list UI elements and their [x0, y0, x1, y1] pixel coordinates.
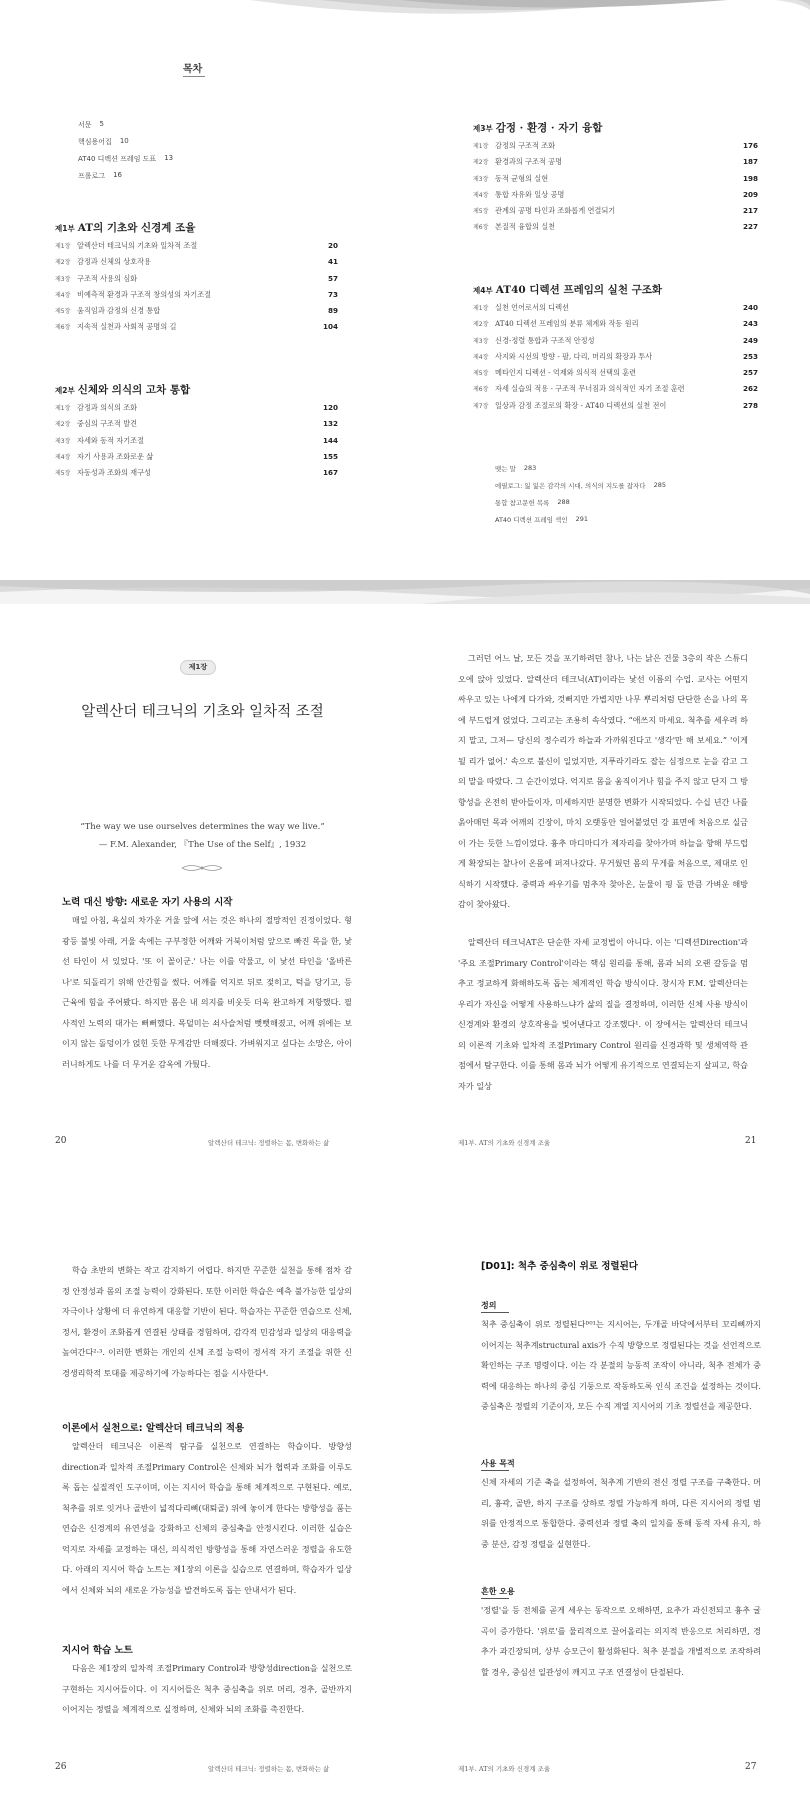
direction-entry-title: [D01]: 척추 중심축이 위로 정렬된다	[481, 1261, 638, 1272]
toc-chapter-row[interactable]	[473, 206, 758, 222]
front-matter-item[interactable]	[78, 120, 173, 137]
chapter-number: 제6장	[473, 224, 489, 232]
chapter-title-text: 감정과 신체의 상호작용	[77, 257, 152, 267]
chapter-number: 제5장	[473, 370, 489, 378]
chapter-number: 제4장	[473, 353, 489, 361]
running-header: 제1부. AT의 기초와 신경계 조율	[458, 1765, 551, 1773]
chapter-number: 제2장	[473, 159, 489, 167]
chapter-right-page	[405, 580, 810, 1168]
chapter-title-text: 사지와 시선의 방향 - 팔, 다리, 머리의 확장과 투사	[495, 351, 653, 361]
section-heading: 지시어 학습 노트	[62, 1645, 133, 1656]
chapter-number: 제6장	[473, 386, 489, 394]
matter-page-number: 16	[113, 171, 122, 179]
part-heading: 제3부 감정 · 환경 · 자기 융합	[473, 122, 603, 134]
part-heading: 제4부 AT40 디렉션 프레임의 실천 구조화	[473, 284, 663, 296]
chapter-title-text: 일상과 감정 조절로의 확장 - AT40 디렉션의 실천 전이	[495, 400, 667, 410]
matter-label: 맺는 말	[495, 465, 516, 473]
toc-title-rule	[183, 76, 205, 77]
chapter-page-number: 57	[327, 273, 338, 283]
chapter-page-number: 167	[322, 468, 338, 478]
matter-label: AT40 디렉션 프레임 도표	[78, 155, 157, 163]
label-underline	[481, 1470, 509, 1471]
ornament-icon	[180, 863, 224, 873]
chapter-page-number: 243	[742, 319, 758, 329]
chapter-number: 제3장	[473, 175, 489, 183]
matter-page-number: 285	[653, 481, 667, 489]
matter-label: 에필로그: 잃 잃은 감각의 시대, 의식의 지도를 잡자다	[495, 482, 646, 490]
chapter-page-number: 227	[742, 222, 758, 232]
chapter-page-number: 249	[742, 335, 758, 345]
common-mistake-label: 흔한 오용	[481, 1587, 515, 1596]
chapter-title-text: 관계의 공명 타인과 조화롭게 연결되기	[495, 206, 616, 216]
chapter-title-text: 자세와 동적 자기조절	[77, 435, 145, 445]
front-matter-item[interactable]	[78, 171, 173, 188]
toc-spread	[0, 0, 810, 580]
matter-page-number: 10	[119, 137, 129, 145]
back-matter-item[interactable]	[495, 464, 666, 481]
chapter-page-number: 240	[742, 303, 758, 312]
chapter-title-text: 통합 자유와 일상 공명	[495, 189, 565, 199]
running-header: 알렉산더 테크닉: 정렬하는 몸, 변화하는 삶	[208, 1139, 330, 1147]
part-heading: 제2부 신체와 의식의 고차 통합	[55, 384, 191, 396]
chapter-spread	[0, 580, 810, 1168]
chapter-number: 제5장	[55, 470, 71, 478]
toc-chapter-row[interactable]	[55, 257, 338, 273]
definition-label: 정의	[481, 1301, 497, 1310]
chapter-title: 알렉산더 테크닉의 기초와 일차적 조절	[81, 704, 324, 720]
chapter-page-number: 262	[742, 384, 758, 394]
chapter-number: 제7장	[473, 402, 489, 410]
front-matter-item[interactable]	[78, 137, 173, 154]
chapter-page-number: 41	[327, 257, 338, 267]
chapter-title-text: 움직임과 감정의 신경 통합	[77, 306, 161, 316]
purpose-label: 사용 목적	[481, 1459, 515, 1468]
matter-label: AT40 디렉션 프레임 색인	[495, 516, 568, 524]
toc-part-4	[473, 282, 758, 417]
chapter-badge: 제1장	[180, 660, 216, 675]
toc-chapter-row[interactable]	[473, 174, 758, 190]
toc-part-3	[473, 120, 758, 239]
chapter-page-number: 155	[322, 451, 338, 461]
chapter-page-number: 217	[742, 206, 758, 216]
chapter-page-number: 257	[742, 368, 758, 378]
chapter-number: 제2장	[473, 321, 489, 329]
chapter-number: 제1장	[55, 243, 71, 250]
chapter-page-number: 73	[327, 289, 338, 299]
chapter-title-text: 비예측적 환경과 구조적 창의성의 자기조절	[77, 289, 212, 299]
body-paragraph: 알렉산더 테크닉AT은 단순한 자세 교정법이 아니다. 이는 '디렉션Direction'과 '주요 조절Primary Control'이라는 핵심 원리를 통해, 몸과 뇌의 오랜 갈등을 멈추고 정교하게 화해하도록 돕는 체계적인 학습 방식이다. 창시자 F.M. 알렉산더는 우리가 자신을 어떻게 사용하느냐가 삶의 질을 결정하며, 이러한 신체 사용 방식이 신경계와 환경의 상호작용을 빚어낸다고 강조했다¹. 이 장에서는 알렉산더 테크닉의 이론적 기초와 일차적 조절Primary Control 원리를 신경과학 및 생체역학 관점에서 탐구한다. 이를 통해 몸과 뇌가 어떻게 유기적으로 연결되는지 살피고, 학습자가 일상	[458, 937, 748, 1091]
chapter-page-number: 278	[742, 400, 758, 410]
toc-chapter-row[interactable]	[473, 336, 758, 352]
toc-chapter-row[interactable]	[55, 306, 338, 322]
chapter-page-number: 120	[322, 403, 338, 412]
matter-page-number: 283	[523, 464, 537, 472]
chapter-title-text: 감정의 구조적 조화	[495, 141, 556, 150]
body-paragraph: 학습 초반의 변화는 작고 감지하기 어렵다. 하지만 꾸준한 실천을 통해 점차 감정 안정성과 몸의 조절 능력이 강화된다. 또한 이러한 학습은 예측 불가능한 일상의 자극이나 상황에 더 유연하게 대응할 기반이 된다. 학습자는 꾸준한 연습으로 신체, 정서, 환경이 조화롭게 연결된 상태를 경험하며, 감각적 민감성과 일상의 대응력을 높여간다²·³. 이러한 변화는 개인의 신체 조절 능력이 정서적 자기 조절을 위한 신경생리학적 토대를 제공하기에 가능하다는 점을 시사한다⁴.	[62, 1265, 352, 1378]
chapter-number: 제4장	[473, 191, 489, 199]
toc-part-2	[55, 382, 338, 484]
chapter-number: 제3장	[55, 437, 71, 445]
chapter-title-text: 신경-정렬 통합과 구조적 안정성	[495, 335, 595, 345]
page-number: 20	[55, 1136, 67, 1146]
chapter-page-number: 198	[742, 173, 758, 183]
chapter-left-page	[0, 580, 405, 1168]
page-number: 21	[745, 1136, 757, 1146]
chapter-page-number: 176	[742, 141, 758, 150]
chapter-number: 제4장	[55, 291, 71, 299]
body-paragraph: 알렉산더 테크닉은 이론적 탐구를 실천으로 연결하는 학습이다. 방향성direction과 일차적 조절Primary Control은 신체와 뇌가 협력과 조화를 이루도록 돕는 실질적인 도구이며, 이는 지시어 학습을 통해 체계적으로 구현된다. 예로, 척추를 위로 잇거나 골반이 넓적다리뼈(대퇴골) 위에 놓이게 한다는 방향성을 품는 연습은 신경계의 유연성을 강화하고 신체의 중심축을 안정시킨다. 이러한 실습은 억지로 자세를 교정하는 대신, 의식적인 방향성을 통해 자연스러운 정렬을 유도한다. 아래의 지시어 학습 노트는 제1장의 이론을 실습으로 연결하며, 학습자가 일상에서 신체와 뇌의 새로운 가능성을 발견하도록 돕는 안내서가 된다.	[62, 1441, 352, 1595]
chapter-title-text: 지속적 실천과 사회적 공명의 길	[77, 322, 177, 332]
toc-chapter-row[interactable]	[55, 322, 338, 338]
toc-chapter-row[interactable]	[473, 319, 758, 335]
chapter-title-text: AT40 디렉션 프레임의 분류 체계와 작동 원리	[495, 319, 639, 329]
chapter-title-text: 감정과 의식의 조화	[77, 403, 138, 412]
purpose-text: 신체 자세의 기준 축을 설정하여, 척추계 기반의 전신 정렬 구조를 구축한다. 머리, 흉곽, 골반, 하지 구조를 상하로 정렬 가능하게 하며, 다른 지시어의 정렬 범위를 안정적으로 통합한다. 중력선과 정렬 축의 일치를 통해 동적 자세 유지, 하중 분산, 감정 정렬을 실현한다.	[481, 1477, 761, 1549]
chapter-page-number: 209	[742, 189, 758, 199]
chapter-number: 제5장	[473, 208, 489, 216]
chapter-title-text: 메타인지 디렉션 - 억제와 의식적 선택의 훈련	[495, 368, 637, 378]
toc-chapter-row[interactable]	[473, 222, 758, 238]
chapter-title-text: 실천 언어로서의 디렉션	[495, 303, 570, 312]
section-heading: 이론에서 실천으로: 알렉산더 테크닉의 적용	[62, 1423, 245, 1434]
back-matter-item[interactable]	[495, 498, 666, 515]
toc-chapter-row[interactable]	[55, 436, 338, 452]
chapter-number: 제2장	[55, 421, 71, 429]
toc-left-page	[0, 0, 405, 580]
toc-chapter-row[interactable]	[473, 190, 758, 206]
chapter-title-text: 중심의 구조적 발견	[77, 419, 138, 429]
body-paragraph: 다음은 제1장의 일차적 조절Primary Control과 방향성direction을 실천으로 구현하는 지시어들이다. 이 지시어들은 척추 중심축을 위로 머리, 경추, 골반까지 이어지는 정렬을 체계적으로 실정하며, 신체와 뇌의 조화를 촉진한다.	[62, 1663, 352, 1714]
matter-page-number: 13	[164, 154, 174, 162]
body-paragraph: 매일 아침, 욕실의 차가운 거울 앞에 서는 것은 하나의 절망적인 진정이었다. 형광등 불빛 아래, 거울 속에는 구부정한 어깨와 거북이처럼 앞으로 빠진 목을 한, 낯선 타인이 서 있었다. '또 이 꼴이군.' 나는 이를 악물고, 이 낯선 타인을 '올바른 나'로 되돌리기 위해 안간힘을 썼다. 어깨를 억지로 뒤로 젖히고, 턱을 당기고, 등 근육에 힘을 주어봤다. 하지만 몸은 내 의지를 비웃듯 더욱 완고하게 저항했다. 필사적인 노력의 대가는 뻐뻐했다. 목덜미는 쇠사슬처럼 뻣뻣해졌고, 어깨 위에는 보이지 않는 돌덩이가 얹힌 듯한 무게감만 더해졌다. 가벼워지고 싶다는 소망은, 아이러니하게도 나를 더 무거운 감옥에 가뒀다.	[62, 915, 352, 1069]
back-matter-item[interactable]	[495, 515, 666, 532]
chapter-number: 제3장	[55, 275, 71, 283]
back-matter-list	[495, 464, 666, 532]
toc-chapter-row[interactable]	[473, 303, 758, 319]
chapter-title-text: 동적 균형의 실현	[495, 173, 549, 183]
practice-left-page	[0, 1168, 405, 1797]
page-number: 26	[55, 1762, 67, 1772]
running-header: 제1부. AT의 기초와 신경계 조율	[458, 1139, 551, 1147]
chapter-page-number: 20	[327, 241, 338, 250]
body-paragraph: 그러던 어느 날, 모든 것을 포기하려던 참나, 나는 낡은 건물 3층의 작은 스튜디오에 앉아 있었다. 알렉산더 테크닉(AT)이라는 낯선 이름의 수업. 교사는 어떤지 싸우고 있는 나에게 다가와, 것뻐지만 가볍지만 나무 뿌리처럼 단단한 손을 나의 목에 부드럽게 얹었다. 그리고는 조용히 속삭였다. “애쓰지 마세요. 척추를 세우려 하지 말고, 그저— 당신의 정수리가 하늘과 가까워진다고 '생각'만 해 보세요.” '이게 될 리가 없어.' 속으로 불신이 일었지만, 지푸라기라도 잡는 심정으로 눈을 감고 그의 말을 따랐다. 그 순간이었다. 억지로 몸을 움직이거나 힘을 주지 않고 단지 그 방향성을 온전히 받아들이자, 미세하지만 분명한 변화가 시작되었다. 수십 년간 나를 옭아매던 목과 어깨의 긴장이, 마치 오랫동안 얼어붙었던 강 표면에 처음으로 실금이 가는 듯한 느낌이었다. 흉추 마디마디가 제자리를 찾아가며 하늘을 향해 부드럽게 확장되는 찰나이 온몸에 퍼져나갔다. 무거웠던 몸의 무게를 처음으로, 제대로 인식하기 시작했다. 중력과 싸우기를 멈추자 찾아온, 눈물이 핑 돌 만큼 가벼운 해방감이 찾아왔다.	[458, 653, 748, 909]
chapter-number: 제3장	[473, 337, 489, 345]
chapter-title-text: 자기 사용과 조화로운 삶	[77, 451, 154, 461]
common-mistake-text: '정렬'을 등 전체를 곧게 세우는 동작으로 오해하면, 요추가 과신전되고 흉추 굴곡이 증가한다. '위로'를 물리적으로 끌어올리는 의지적 반응으로 처리하면, 경추가 과긴장되며, 상부 승모근이 활성화된다. 척추 분절을 개별적으로 조작하려 할 경우, 중심선 일관성이 깨지고 구조 연결성이 단절된다.	[481, 1605, 761, 1677]
toc-chapter-row[interactable]	[473, 401, 758, 417]
chapter-number: 제1장	[55, 405, 71, 412]
practice-spread	[0, 1168, 810, 1797]
chapter-number: 제1장	[473, 143, 489, 150]
label-underline	[481, 1312, 509, 1313]
matter-label: 통합 참고문헌 목록	[495, 499, 550, 507]
chapter-page-number: 253	[742, 351, 758, 361]
chapter-title-text: 환경과의 구조적 공명	[495, 157, 563, 167]
matter-label: 핵심용어집	[78, 138, 112, 146]
chapter-page-number: 132	[322, 419, 338, 429]
chapter-page-number: 144	[322, 435, 338, 445]
practice-right-page	[405, 1168, 810, 1797]
chapter-title-text: 구조적 사용의 심화	[77, 273, 138, 283]
matter-label: 서문	[78, 121, 92, 129]
chapter-title-text: 자세 실습의 적용 - 구조적 무너짐과 의식적인 자기 조절 훈련	[495, 384, 685, 394]
back-matter-item[interactable]	[495, 481, 666, 498]
running-header: 알렉산더 테크닉: 정렬하는 몸, 변화하는 삶	[208, 1765, 330, 1773]
part-heading: 제1부 AT의 기초와 신경계 조율	[55, 222, 196, 234]
toc-part-1	[55, 220, 338, 339]
toc-chapter-row[interactable]	[473, 384, 758, 400]
toc-chapter-row[interactable]	[55, 290, 338, 306]
chapter-number: 제6장	[55, 324, 71, 332]
matter-page-number: 5	[99, 120, 104, 128]
matter-page-number: 288	[557, 498, 570, 506]
toc-chapter-row[interactable]	[55, 468, 338, 484]
chapter-page-number: 104	[322, 322, 338, 332]
chapter-title-text: 알렉산더 테크닉의 기초와 일차적 조절	[77, 241, 198, 250]
chapter-number: 제1장	[473, 305, 489, 312]
section-heading: 노력 대신 방향: 새로운 자기 사용의 시작	[62, 897, 233, 908]
toc-chapter-row[interactable]	[55, 419, 338, 435]
matter-page-number: 291	[575, 515, 589, 523]
chapter-number: 제5장	[55, 308, 71, 316]
front-matter-list	[78, 120, 173, 188]
epigraph: “The way we use ourselves determines the way we live.” — F.M. Alexander, 『The Use of the Self』, 1932	[80, 822, 325, 850]
toc-chapter-row[interactable]	[473, 141, 758, 157]
chapter-title-text: 자동성과 조화의 재구성	[77, 468, 152, 478]
chapter-page-number: 89	[327, 306, 338, 316]
chapter-title-text: 본질적 융합의 실천	[495, 222, 556, 232]
chapter-number: 제2장	[55, 259, 71, 267]
front-matter-item[interactable]	[78, 154, 173, 171]
toc-chapter-row[interactable]	[473, 157, 758, 173]
toc-chapter-row[interactable]	[473, 352, 758, 368]
toc-chapter-row[interactable]	[55, 403, 338, 419]
toc-title: 목차	[183, 64, 203, 75]
toc-chapter-row[interactable]	[55, 452, 338, 468]
chapter-number: 제4장	[55, 453, 71, 461]
toc-chapter-row[interactable]	[55, 274, 338, 290]
toc-chapter-row[interactable]	[473, 368, 758, 384]
toc-chapter-row[interactable]	[55, 241, 338, 257]
page-number: 27	[745, 1762, 757, 1772]
label-underline	[481, 1598, 509, 1599]
definition-text: 척추 중심축이 위로 정렬된다ᴰ⁰¹는 지시어는, 두개골 바닥에서부터 꼬리뼈까지 이어지는 척추계structural axis가 수직 방향으로 정렬된다는 것을 선언적으로 확인하는 구조 명령이다. 이는 각 분절의 능동적 조작이 아니라, 척추 전체가 중력에 대응하는 하나의 중심 기둥으로 작동하도록 인식 조건을 설정하는 것이다. 중심축은 정렬의 기준이자, 모든 수직 계열 지시어의 기초 정렬선을 제공한다.	[481, 1319, 761, 1411]
chapter-page-number: 187	[742, 157, 758, 167]
matter-label: 프롤로그	[78, 172, 106, 180]
